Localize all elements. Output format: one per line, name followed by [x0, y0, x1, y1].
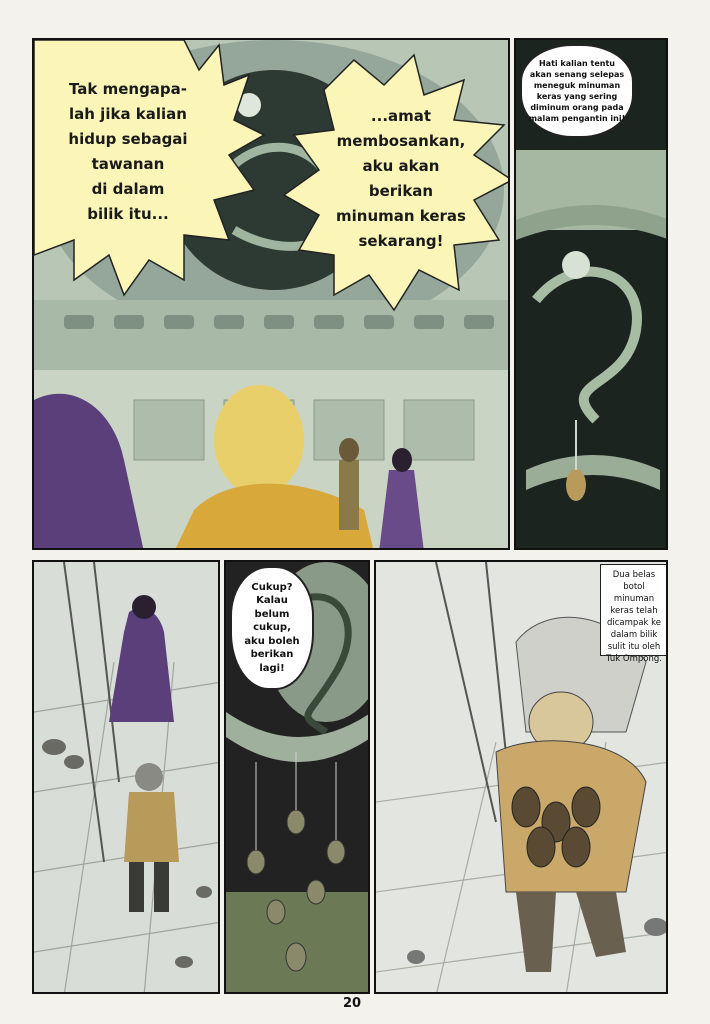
- floor-illustration: [34, 562, 220, 994]
- panel-5-catch: [374, 560, 668, 994]
- panel-4-bottles: [224, 560, 370, 994]
- speech-bubble-panel-4: [230, 566, 314, 690]
- panel-3-floor: [32, 560, 220, 994]
- speech-burst-right-text: ...amat membosankan, aku akan berikan minuman keras sekarang!: [336, 107, 466, 250]
- page-number: 20: [343, 996, 362, 1011]
- speech-bubble-panel-2: [520, 44, 634, 138]
- narration-caption: Dua belas botol minuman keras telah dicampak ke dalam bilik sulit itu oleh Tuk Ompong.: [600, 564, 668, 656]
- speech-burst-left: [38, 52, 218, 252]
- panel-2-dragon: [514, 38, 668, 550]
- speech-bubble-panel-2-text: Hati kalian tentu akan senang selepas meneguk minuman keras yang sering diminum orang pada malam pengantin ini!: [528, 59, 626, 123]
- speech-burst-left-text: Tak mengapa- lah jika kalian hidup sebagai tawanan di dalam bilik itu...: [68, 80, 188, 223]
- speech-bubble-panel-4-text: Cukup? Kalau belum cukup, aku boleh berikan lagi!: [244, 581, 300, 674]
- speech-burst-right: [316, 84, 486, 274]
- panel-1-hall: [32, 38, 510, 550]
